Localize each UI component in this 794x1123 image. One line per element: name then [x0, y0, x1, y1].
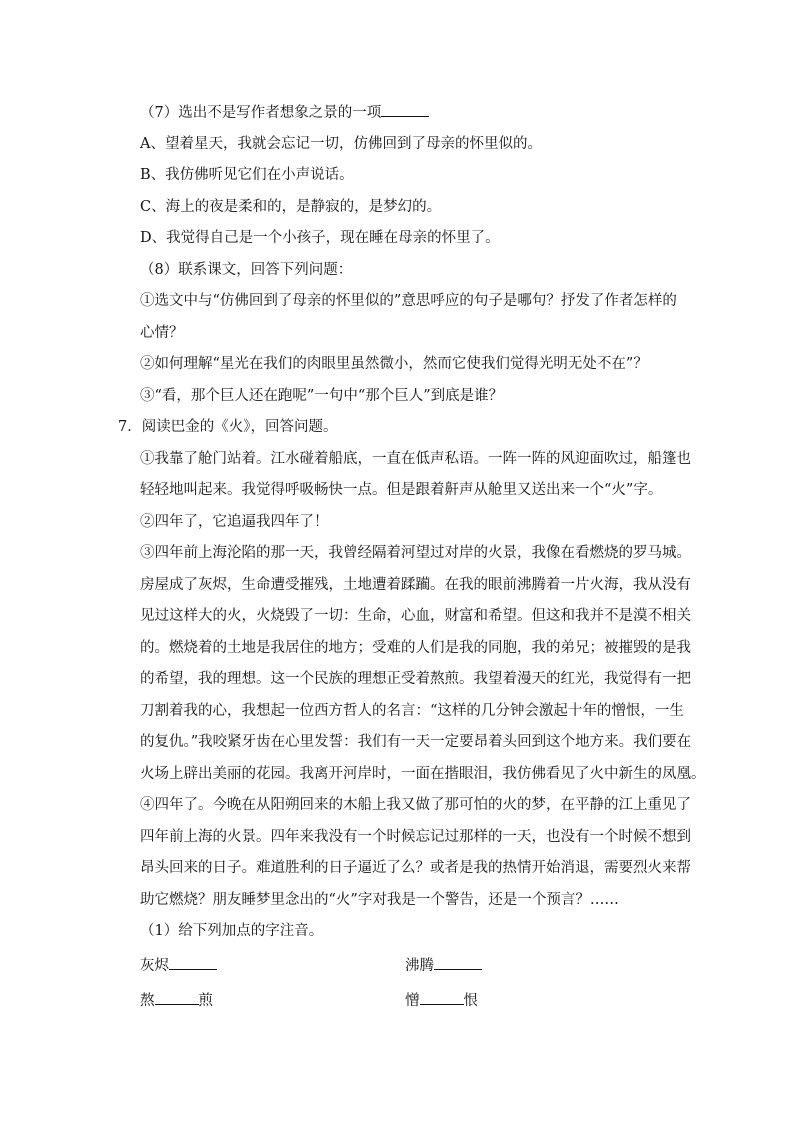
pinyin-item-1: 灰烬: [140, 955, 217, 976]
q8-sub3: ③“看，那个巨人还在跑呢”一句中“那个巨人”到底是谁？: [140, 388, 504, 404]
para3-line8: 火场上辟出美丽的花园。我离开河岸时，一面在揩眼泪，我仿佛看见了火中新生的凤凰。: [140, 766, 706, 782]
option-a: A、望着星天，我就会忘记一切，仿佛回到了母亲的怀里似的。: [140, 136, 542, 152]
para3-line2: 房屋成了灰烬，生命遭受摧残，土地遭着蹂躏。在我的眼前沸腾着一片火海，我从没有: [140, 577, 691, 593]
q7-stem: （7）选出不是写作者想象之景的一项: [140, 102, 429, 123]
para4-line2: 四年前上海的火景。四年来我没有一个时候忘记过那样的一天，也没有一个时候不想到: [140, 829, 691, 845]
option-b: B、我仿佛听见它们在小声说话。: [140, 167, 354, 183]
pinyin-item-3: 熬 煎: [140, 990, 213, 1011]
para4-line4: 助它燃烧？朋友睡梦里念出的“火”字对我是一个警告，还是一个预言？……: [140, 892, 619, 908]
para3-line4: 的。燃烧着的土地是我居住的地方；受难的人们是我的同胞，我的弟兄；被摧毁的是我: [140, 640, 691, 656]
q8-sub1-line1: ①选文中与“仿佛回到了母亲的怀里似的”意思呼应的句子是哪句？抒发了作者怎样的: [140, 293, 677, 309]
q8-stem: （8）联系课文，回答下列问题：: [140, 262, 353, 278]
q8-sub1-line2: 心情？: [140, 325, 184, 341]
para3-line5: 的希望，我的理想。这一个民族的理想正受着熬煎。我望着漫天的红光，我觉得有一把: [140, 671, 691, 687]
para1-line1: ①我靠了舱门站着。江水碰着船底，一直在低声私语。一阵一阵的风迎面吹过，船篷也: [140, 451, 691, 467]
answer-blank[interactable]: [420, 990, 464, 1005]
para3-line1: ③四年前上海沦陷的那一天，我曾经隔着河望过对岸的火景，我像在看燃烧的罗马城。: [140, 545, 691, 561]
q8-sub2: ②如何理解“星光在我们的肉眼里虽然微小，然而它使我们觉得光明无处不在”？: [140, 356, 648, 372]
option-d: D、我觉得自己是一个小孩子，现在睡在母亲的怀里了。: [140, 230, 500, 246]
answer-blank[interactable]: [169, 955, 217, 970]
answer-blank[interactable]: [155, 990, 199, 1005]
pinyin-item-2: 沸腾: [405, 955, 482, 976]
para4-line1: ④四年了。今晚在从阳朔回来的木船上我又做了那可怕的火的梦，在平静的江上重见了: [140, 797, 691, 813]
para1-line2: 轻轻地叫起来。我觉得呼吸畅快一点。但是跟着鼾声从舱里又送出来一个“火”字。: [140, 482, 663, 498]
option-c: C、海上的夜是柔和的，是静寂的，是梦幻的。: [140, 199, 442, 215]
answer-blank[interactable]: [381, 102, 429, 117]
q7-fire-title: 7．阅读巴金的《火》，回答问题。: [118, 419, 338, 435]
para3-line6: 刀割着我的心，我想起一位西方哲人的名言：“这样的几分钟会激起十年的憎恨，一生: [140, 703, 684, 719]
para4-line3: 昂头回来的日子。难道胜利的日子逼近了么？或者是我的热情开始消退，需要烈火来帮: [140, 860, 691, 876]
para2: ②四年了，它追逼我四年了！: [140, 514, 329, 530]
q7-fire-sub1-stem: （1）给下列加点的字注音。: [140, 923, 324, 939]
para3-line3: 见过这样大的火，火烧毁了一切：生命，心血，财富和希望。但这和我并不是漠不相关: [140, 608, 691, 624]
para3-line7: 的复仇。”我咬紧牙齿在心里发誓：我们有一天一定要昂着头回到这个地方来。我们要在: [140, 734, 692, 750]
pinyin-item-4: 憎 恨: [405, 990, 478, 1011]
answer-blank[interactable]: [434, 955, 482, 970]
